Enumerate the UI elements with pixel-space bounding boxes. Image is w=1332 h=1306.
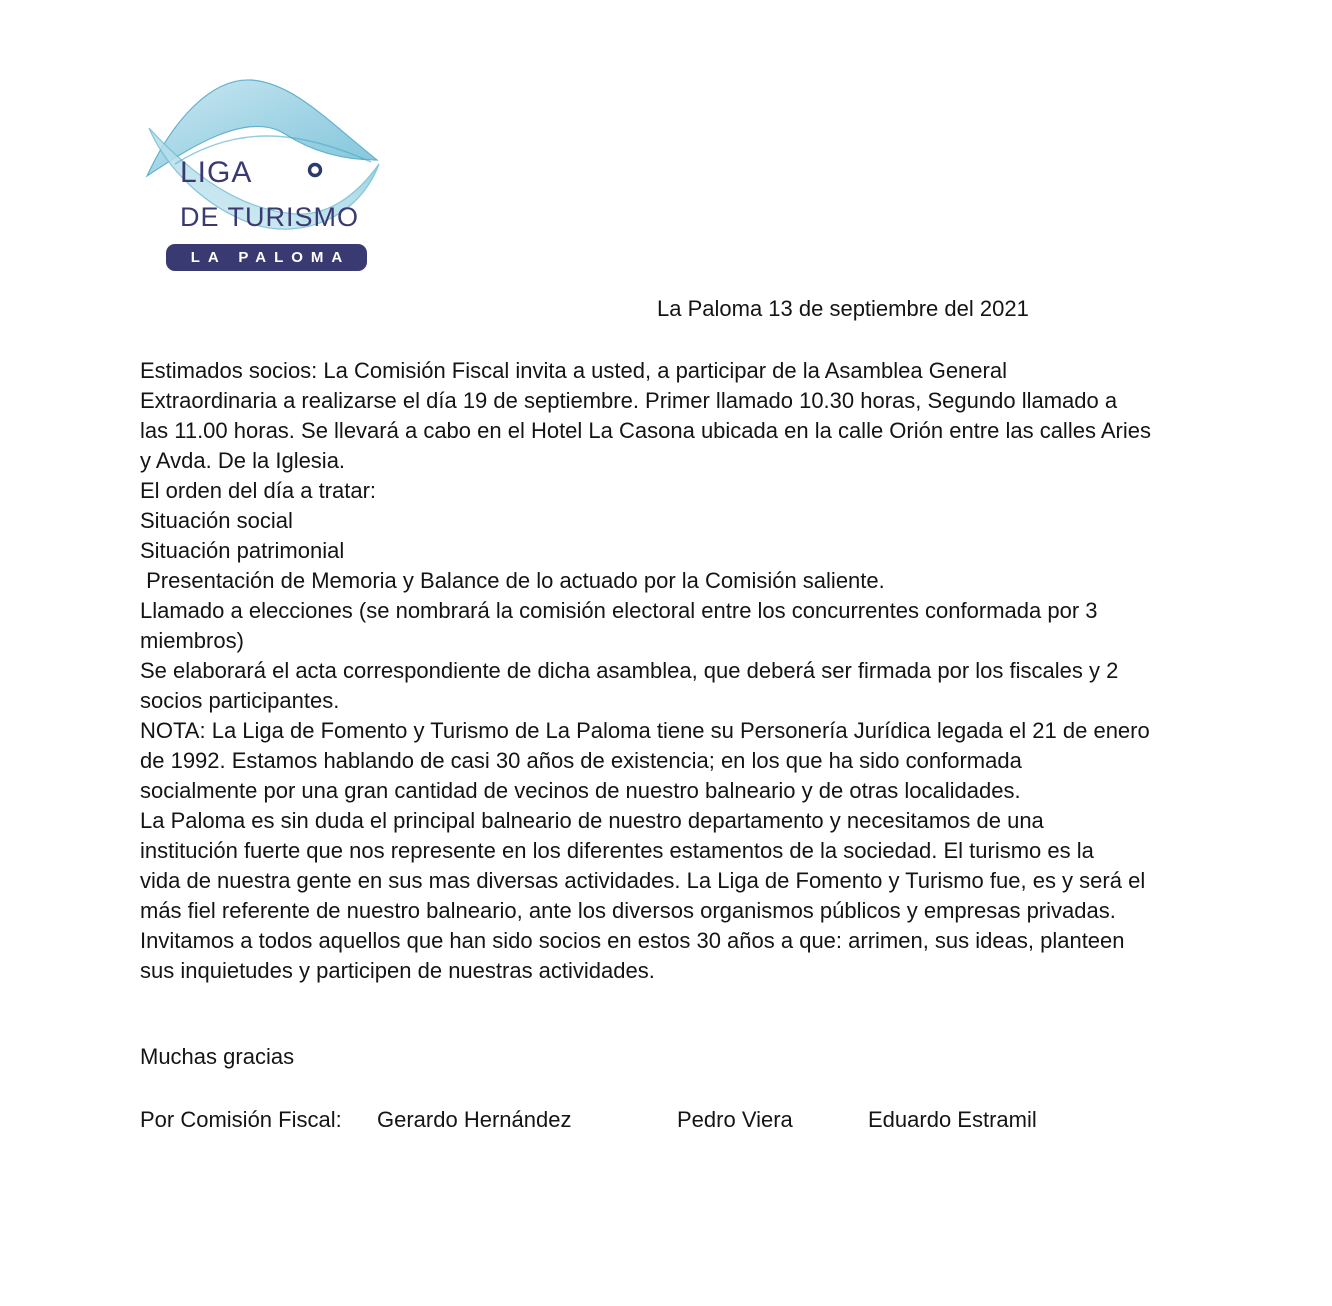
body-line: y Avda. De la Iglesia. <box>140 448 346 473</box>
liga-turismo-logo <box>145 68 393 284</box>
logo-word-de-turismo: DE TURISMO <box>180 202 360 232</box>
signature-row <box>140 1105 1037 1135</box>
body-line: vida de nuestra gente en sus mas diversas actividades. La Liga de Fomento y Turismo fue, es y será el <box>140 868 1146 893</box>
body-line: Situación patrimonial <box>140 538 345 563</box>
body-line: El orden del día a tratar: <box>140 478 377 503</box>
logo-badge-la-paloma: LA PALOMA <box>166 244 367 271</box>
date-line: La Paloma 13 de septiembre del 2021 <box>657 296 1029 321</box>
body-line: Se elaborará el acta correspondiente de dicha asamblea, que deberá ser firmada por los fiscales y 2 <box>140 658 1119 683</box>
body-line: miembros) <box>140 628 244 653</box>
closing-line: Muchas gracias <box>140 1044 295 1069</box>
signature-label: Por Comisión Fiscal: <box>140 1107 342 1132</box>
body-line: NOTA: La Liga de Fomento y Turismo de La Paloma tiene su Personería Jurídica legada el 21 de enero <box>140 718 1150 743</box>
signatory-name: Eduardo Estramil <box>868 1107 1037 1132</box>
letter-body <box>140 356 1151 986</box>
body-line: sus inquietudes y participen de nuestras actividades. <box>140 958 655 983</box>
body-line: socialmente por una gran cantidad de vecinos de nuestro balneario y de otras localidades. <box>140 778 1021 803</box>
body-line: Invitamos a todos aquellos que han sido socios en estos 30 años a que: arrimen, sus ideas, planteen <box>140 928 1125 953</box>
signature-names <box>377 1105 1037 1135</box>
body-line: socios participantes. <box>140 688 340 713</box>
body-line: Presentación de Memoria y Balance de lo actuado por la Comisión saliente. <box>140 568 885 593</box>
body-line: institución fuerte que nos represente en los diferentes estamentos de la sociedad. El turismo es la <box>140 838 1094 863</box>
body-line: más fiel referente de nuestro balneario, ante los diversos organismos públicos y empresas privadas. <box>140 898 1116 923</box>
body-line: Llamado a elecciones (se nombrará la comisión electoral entre los concurrentes conformada por 3 <box>140 598 1098 623</box>
signatory-name: Gerardo Hernández <box>377 1107 572 1132</box>
body-line: Situación social <box>140 508 293 533</box>
signatory-name: Pedro Viera <box>677 1107 793 1132</box>
logo-word-liga: LIGA <box>180 156 253 189</box>
body-line: La Paloma es sin duda el principal balneario de nuestro departamento y necesitamos de una <box>140 808 1044 833</box>
body-line: las 11.00 horas. Se llevará a cabo en el Hotel La Casona ubicada en la calle Orión entre las calles Aries <box>140 418 1151 443</box>
body-line: Estimados socios: La Comisión Fiscal invita a usted, a participar de la Asamblea General <box>140 358 1007 383</box>
body-line: Extraordinaria a realizarse el día 19 de septiembre. Primer llamado 10.30 horas, Segundo llamado a <box>140 388 1118 413</box>
body-line: de 1992. Estamos hablando de casi 30 años de existencia; en los que ha sido conformada <box>140 748 1022 773</box>
